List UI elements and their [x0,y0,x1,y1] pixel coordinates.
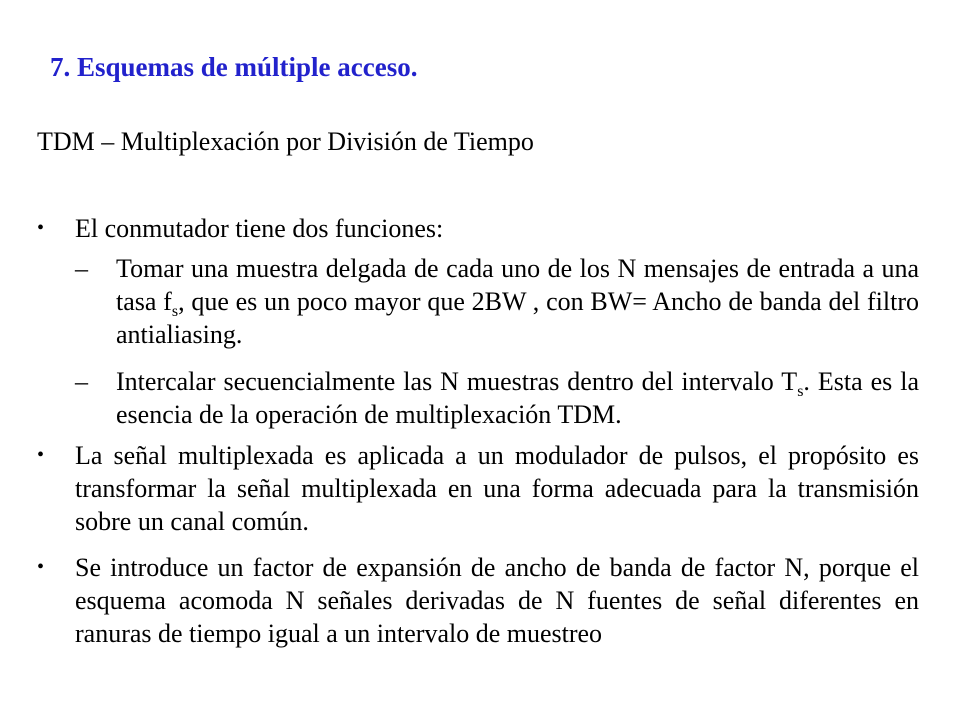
slide-body [37,212,919,650]
sub-subscript: s [797,383,804,401]
bullet-dot-icon: • [37,217,45,239]
dash-icon: – [75,254,88,283]
bullet-dot-icon: • [37,556,45,578]
sub-text-before: Intercalar secuencialmente las N muestras dentro del intervalo T [116,367,798,396]
sub-text-after: . Esta es la esencia de la operación de multiplexación TDM. [116,367,920,429]
dash-icon: – [75,367,88,396]
sub-item [37,365,919,431]
slide-subtitle: TDM – Multiplexación por División de Tiempo [37,127,534,156]
bullet-item [37,439,919,538]
sub-text-before: Tomar una muestra delgada de cada uno de los N mensajes de entrada a una tasa f [116,254,919,316]
bullet-item [37,212,919,245]
sub-item [37,252,919,351]
bullet-text: El conmutador tiene dos funciones: [75,214,444,243]
bullet-item [37,551,919,650]
bullet-dot-icon: • [37,444,45,466]
bullet-text: La señal multiplexada es aplicada a un modulador de pulsos, el propósito es transformar la señal multiplexada en una forma adecuada para la transmisión sobre un canal común. [75,441,919,536]
sub-subscript: s [171,303,179,321]
slide-title: 7. Esquemas de múltiple acceso. [50,52,418,82]
sub-text-after: , que es un poco mayor que 2BW , con BW= Ancho de banda del filtro antialiasing. [116,287,919,349]
bullet-text: Se introduce un factor de expansión de ancho de banda de factor N, porque el esquema acomoda N señales derivadas de N fuentes de señal diferentes en ranuras de tiempo igual a un intervalo de muestreo [75,553,919,648]
